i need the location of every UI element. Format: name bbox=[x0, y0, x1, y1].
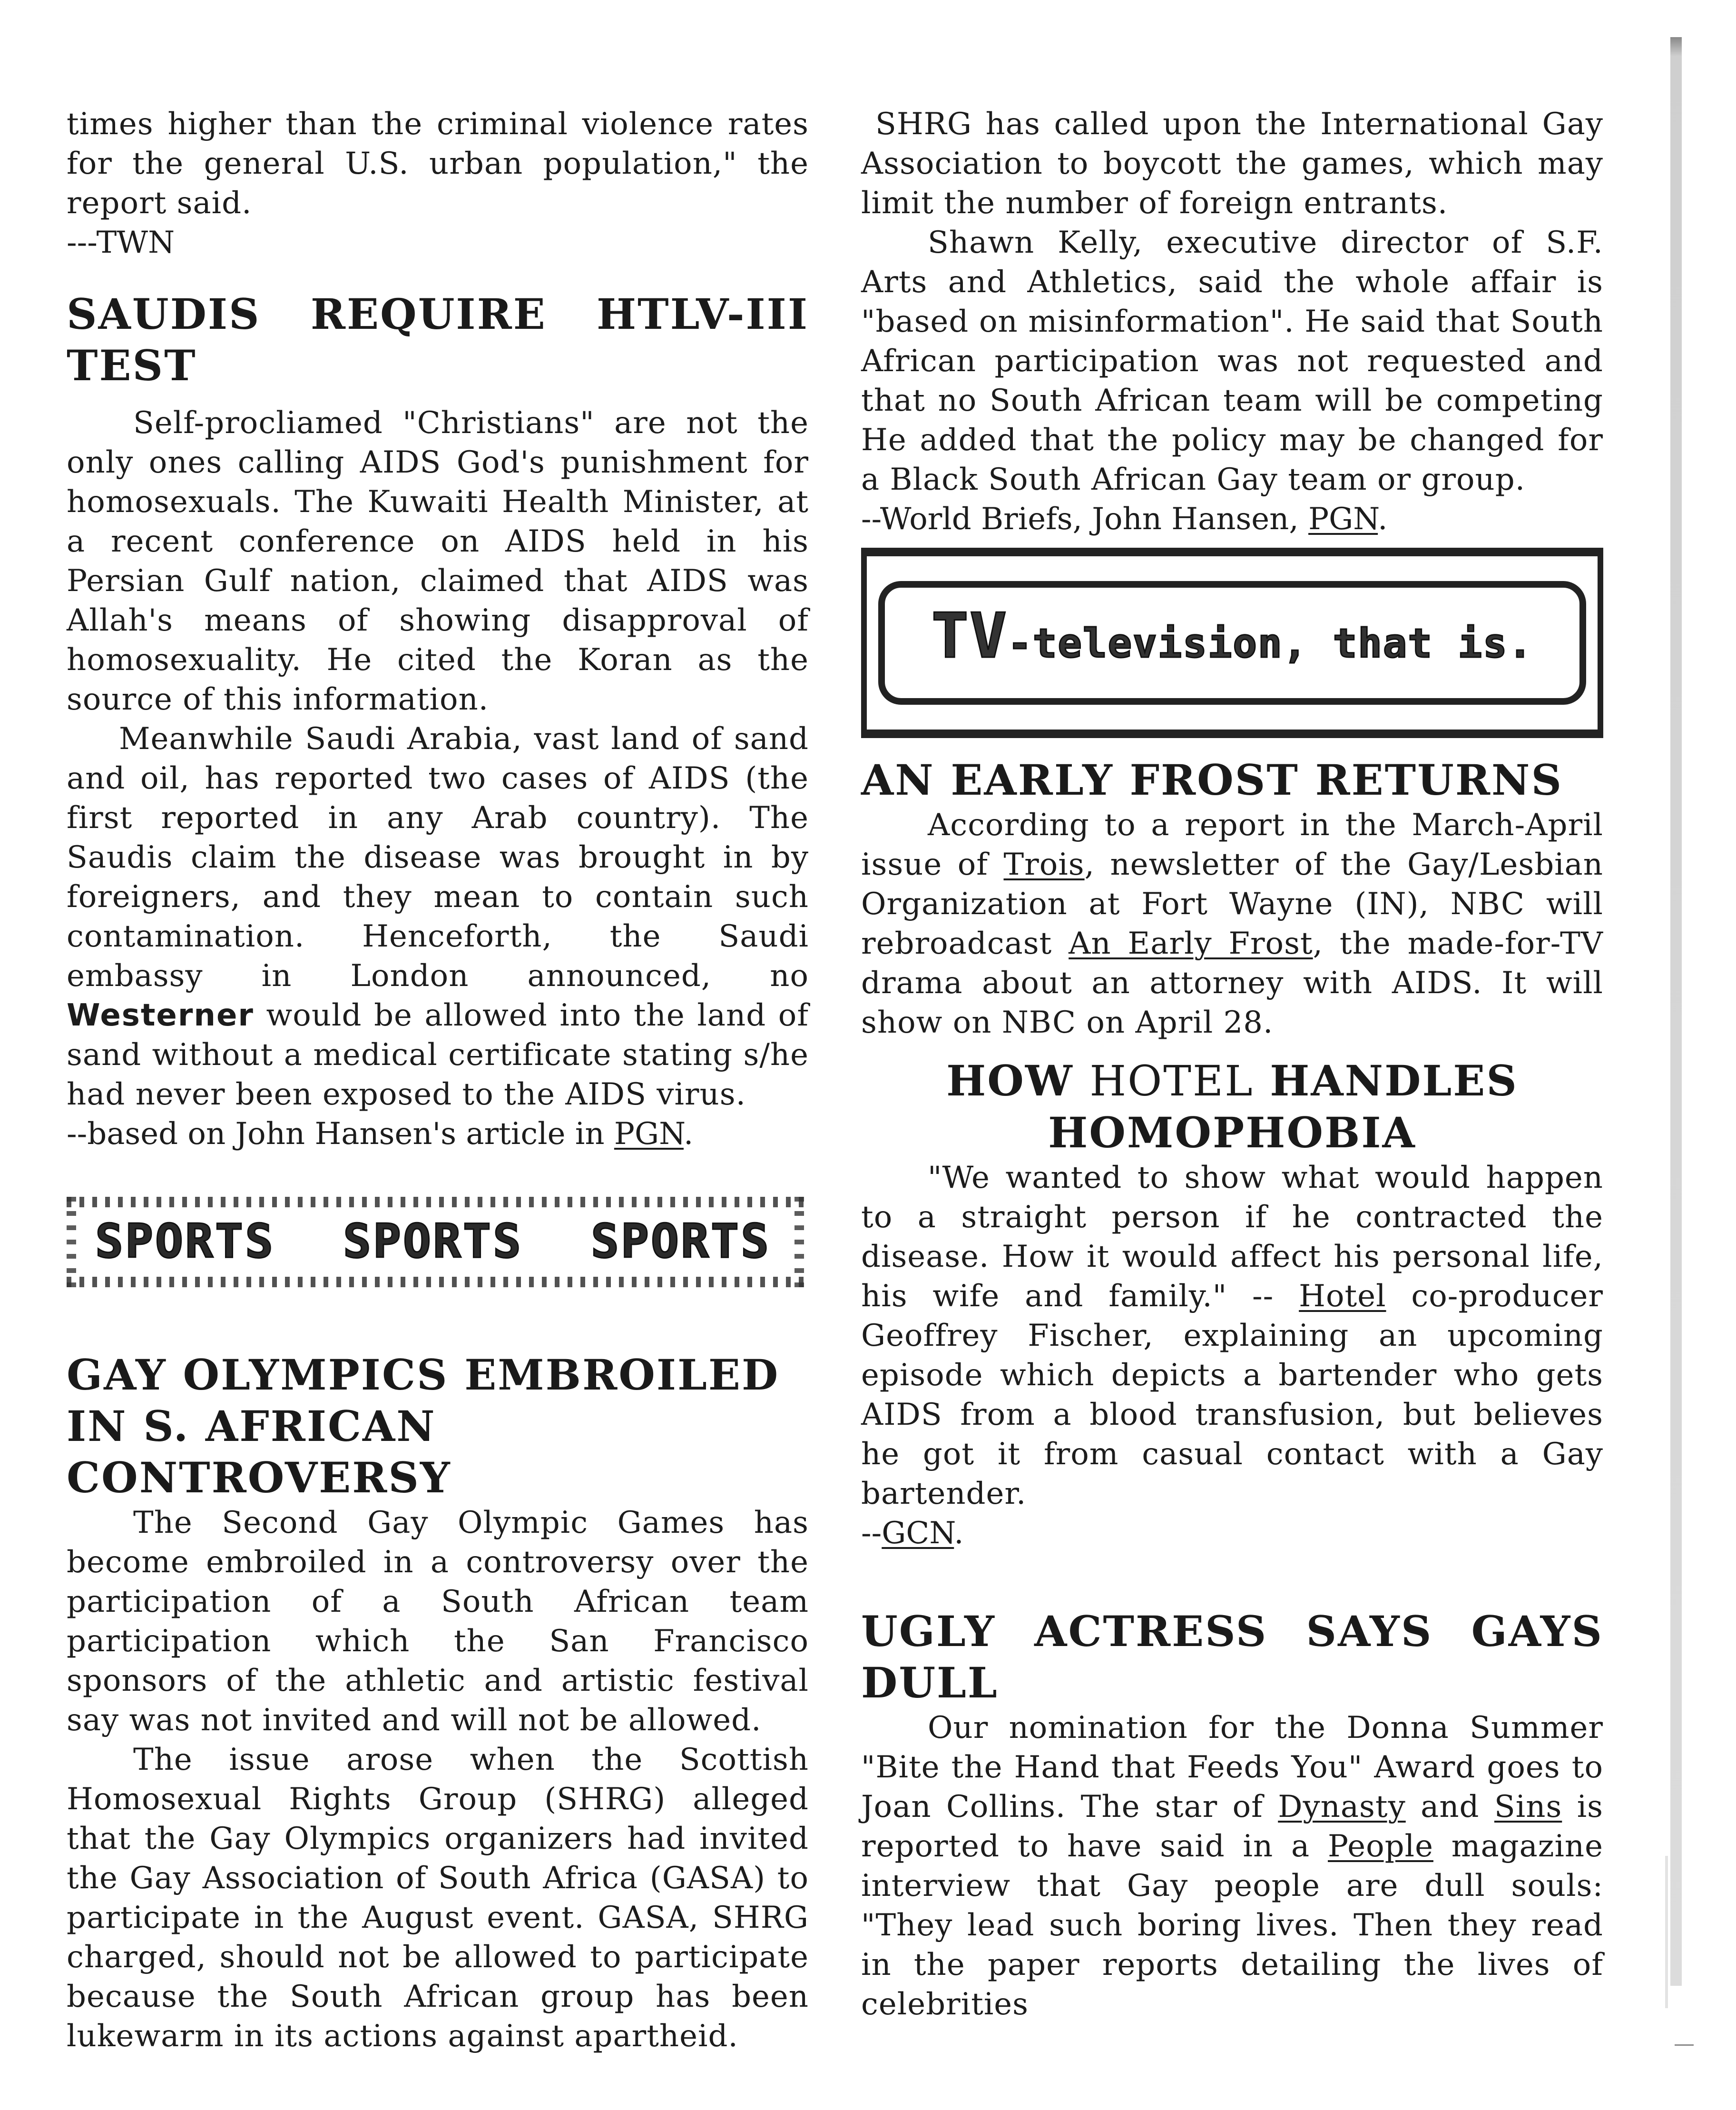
hotel-show-title: Hotel bbox=[1299, 1279, 1386, 1314]
saudis-headline-line1: SAUDIS REQUIRE HTLV-III bbox=[67, 289, 809, 339]
sports-border-top bbox=[67, 1197, 804, 1207]
actress-headline-line2: DULL bbox=[861, 1658, 999, 1707]
credit-prefix: --based on John Hansen's article in bbox=[67, 1116, 614, 1152]
olympics-continued bbox=[861, 105, 1603, 539]
tv-big-letters: TV bbox=[931, 600, 1008, 672]
text: , the made-for-TV drama about an attorney with AIDS. It will show on NBC on April 28. bbox=[861, 926, 1604, 1040]
early-frost-headline: AN EARLY FROST RETURNS bbox=[861, 755, 1563, 805]
olympics-headline-line1: GAY OLYMPICS EMBROILED bbox=[67, 1350, 780, 1400]
hotel-article bbox=[861, 1055, 1603, 1553]
page-edge-foot bbox=[1675, 2044, 1694, 2046]
tv-screen-frame bbox=[878, 581, 1586, 705]
olympics-headline-line2: IN S. AFRICAN CONTROVERSY bbox=[67, 1401, 451, 1502]
credit-suffix: . bbox=[1378, 502, 1388, 537]
actress-headline-line1: UGLY ACTRESS SAYS GAYS bbox=[861, 1607, 1603, 1656]
pgn-source: PGN bbox=[1308, 502, 1378, 537]
tv-banner bbox=[861, 548, 1603, 738]
olympics-para-1: The Second Gay Olympic Games has become embroiled in a controversy over the participation of a South African team participation which the San Francisco sponsors of the athletic and artistic festival say was not invited and will not be allowed. bbox=[67, 1505, 809, 1738]
text: Our nomination for the Donna Summer "Bite the Hand that Feeds You" Award goes to Joan Collins. The star of bbox=[861, 1710, 1603, 1824]
headline-handles: HANDLES bbox=[1270, 1056, 1518, 1105]
actress-para bbox=[861, 1708, 1603, 2024]
text: "We wanted to show what would happen to a straight person if he contracted the disease. How it would affect his personal life, his wife and family." -- bbox=[861, 1160, 1603, 1314]
olympics-cont-para-2: Shawn Kelly, executive director of S.F. Arts and Athletics, said the whole affair is "based on misinformation". He said that South African participation was not requested and that no South African team will be competing He added that the policy may be changed for a Black South African Gay team or group. bbox=[861, 225, 1603, 497]
westerner-emphasis: Westerner bbox=[67, 998, 254, 1033]
sports-border-left bbox=[67, 1197, 76, 1287]
sports-banner bbox=[67, 1197, 809, 1287]
hotel-headline-line1 bbox=[861, 1055, 1603, 1107]
dynasty-title: Dynasty bbox=[1278, 1789, 1406, 1824]
saudis-article bbox=[67, 288, 809, 1154]
left-column bbox=[67, 105, 809, 2056]
sports-word: SPORTS bbox=[590, 1214, 771, 1269]
page-edge-shadow bbox=[1670, 37, 1682, 1986]
twn-credit: ---TWN bbox=[67, 225, 175, 260]
headline-hotel: HOTEL bbox=[1089, 1056, 1254, 1105]
early-frost-title: An Early Frost bbox=[1069, 926, 1313, 961]
right-column bbox=[861, 105, 1603, 2024]
olympics-para-2: The issue arose when the Scottish Homosexual Rights Group (SHRG) alleged that the Gay Olympics organizers had invited the Gay Association of South Africa (GASA) to participate in the August event. GASA, SHRG charged, should not be allowed to participate because the South African group has been lukewarm in its actions against apartheid. bbox=[67, 1742, 809, 2054]
sports-words bbox=[95, 1214, 771, 1269]
gcn-credit bbox=[861, 1514, 1603, 1553]
trois-title: Trois bbox=[1003, 847, 1085, 882]
early-frost-article bbox=[861, 754, 1603, 1043]
olympics-cont-para-1: SHRG has called upon the International Gay Association to boycott the games, which may limit the number of foreign entrants. bbox=[861, 107, 1603, 221]
text: co-producer Geoffrey Fischer, explaining an upcoming episode which depicts a bartender who gets AIDS from a blood transfusion, but believes he got it from casual contact with a Gay bartender. bbox=[861, 1279, 1603, 1511]
saudis-para-2-text: Meanwhile Saudi Arabia, vast land of sand and oil, has reported two cases of AIDS (the first reported in any Arab country). The Saudis claim the disease was brought in by foreigners, and they mean to contain such contamination. Henceforth, the Saudi embassy in London announced, no bbox=[67, 721, 809, 994]
credit-prefix: --World Briefs, John Hansen, bbox=[861, 502, 1309, 537]
text: and bbox=[1405, 1789, 1494, 1824]
text: magazine interview that Gay people are dull souls: "They lead such boring lives. Then they read in the paper reports detailing the lives of celebrities bbox=[861, 1829, 1604, 2022]
saudis-credit bbox=[67, 1114, 809, 1154]
text: , newsletter of the Gay/Lesbian Organization at Fort Wayne (IN), NBC will rebroadcast bbox=[861, 847, 1604, 961]
actress-article bbox=[861, 1606, 1603, 2024]
credit-suffix: . bbox=[683, 1116, 694, 1152]
twn-continuation bbox=[67, 105, 809, 263]
saudis-para-1: Self-procliamed "Christians" are not the only ones calling AIDS God's punishment for homosexuals. The Kuwaiti Health Minister, at a recent conference on AIDS held in his Persian Gulf nation, claimed that AIDS was Allah's means of showing disapproval of homosexuality. He cited the Koran as the source of this information. bbox=[67, 405, 809, 717]
tv-banner-text bbox=[932, 600, 1533, 672]
sins-title: Sins bbox=[1494, 1789, 1562, 1824]
credit-suffix: . bbox=[954, 1516, 964, 1551]
text: is reported to have said in a bbox=[861, 1789, 1604, 1864]
world-briefs-credit bbox=[861, 500, 1603, 539]
credit-prefix: -- bbox=[861, 1516, 882, 1551]
saudis-para-2-text-end: would be allowed into the land of sand without a medical certificate stating s/he had never been exposed to the AIDS virus. bbox=[67, 998, 809, 1112]
text: According to a report in the March-April issue of bbox=[861, 808, 1603, 882]
saudis-para-2 bbox=[67, 720, 809, 1114]
sports-word: SPORTS bbox=[95, 1214, 275, 1269]
sports-border-bottom bbox=[67, 1277, 804, 1287]
sports-word: SPORTS bbox=[343, 1214, 523, 1269]
hotel-para bbox=[861, 1158, 1603, 1514]
pgn-source: PGN bbox=[614, 1116, 684, 1152]
gcn-source: GCN bbox=[882, 1516, 954, 1551]
people-title: People bbox=[1328, 1829, 1433, 1864]
tv-subtitle: -television, that is. bbox=[1008, 620, 1533, 667]
headline-how: HOW bbox=[946, 1056, 1074, 1105]
early-frost-para bbox=[861, 806, 1603, 1043]
hotel-headline-line2: HOMOPHOBIA bbox=[1048, 1108, 1416, 1157]
page-edge-line bbox=[1665, 1856, 1668, 2008]
olympics-article bbox=[67, 1349, 809, 2056]
sports-border-right bbox=[794, 1197, 804, 1287]
saudis-headline-line2: TEST bbox=[67, 341, 197, 390]
continuation-text: times higher than the criminal violence rates for the general U.S. urban population," the report said. bbox=[67, 107, 809, 221]
